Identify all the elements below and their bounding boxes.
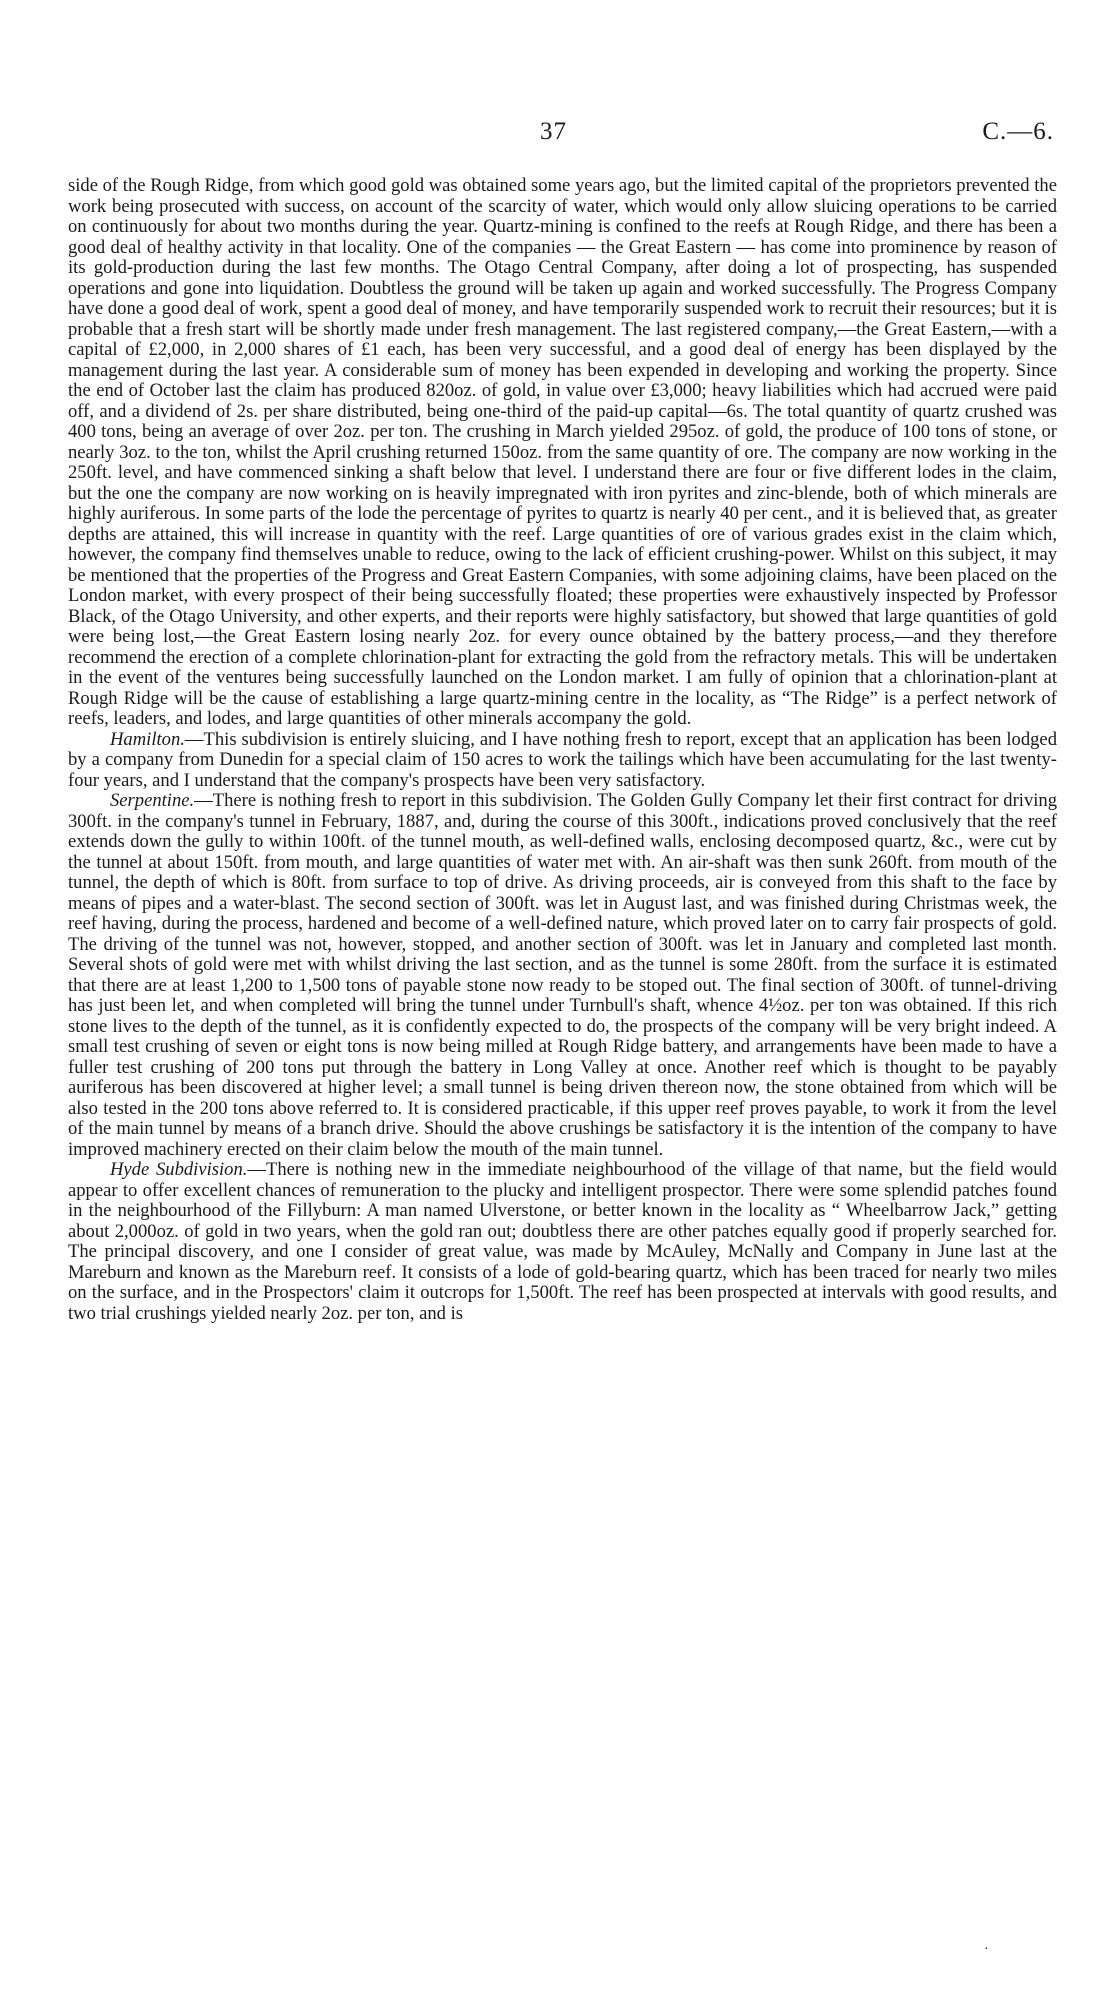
body-text xyxy=(68,176,1057,1324)
paragraph-serpentine xyxy=(68,791,1057,1160)
paragraph-text: —There is nothing fresh to report in this subdivision. The Golden Gully Company let their first contract for driving 300ft. in the company's tunnel in February, 1887, and, during the course of this 300ft., indications proved conclusively that the reef extends down the gully to within 100ft. of the tunnel mouth, as well-defined walls, enclosing decomposed quartz, &c., were cut by the tunnel at about 150ft. from mouth, and large quantities of water met with. An air-shaft was then sunk 260ft. from mouth of the tunnel, the depth of which is 80ft. from surface to top of drive. As driving proceeds, air is conveyed from this shaft to the face by means of pipes and a water-blast. The second section of 300ft. was let in August last, and was finished during Christmas week, the reef having, during the process, hardened and become of a well-defined nature, which proved later on to carry fair prospects of gold. The driving of the tunnel was not, however, stopped, and another section of 300ft. was let in January and completed last month. Several shots of gold were met with whilst driving the last section, and as the tunnel is some 280ft. from the surface it is estimated that there are at least 1,200 to 1,500 tons of payable stone now ready to be stoped out. The final section of 300ft. of tunnel-driving has just been let, and when completed will bring the tunnel under Turnbull's shaft, whence 4½oz. per ton was obtained. If this rich stone lives to the depth of the tunnel, as it is confidently expected to do, the prospects of the company will be very bright indeed. A small test crushing of seven or eight tons is now being milled at Rough Ridge battery, and arrangements have been made to have a fuller test crushing of 200 tons put through the battery in Long Valley at once. Another reef which is thought to be payably auriferous has been discovered at higher level; a small tunnel is being driven thereon now, the stone obtained from which will be also tested in the 200 tons above referred to. It is considered practicable, if this upper reef proves payable, to work it from the level of the main tunnel by means of a branch drive. Should the above crushings be satisfactory it is the intention of the company to have improved machinery erected on their claim below the mouth of the main tunnel. xyxy=(68,790,1057,1160)
paragraph-hamilton xyxy=(68,730,1057,792)
subdivision-heading: Serpentine. xyxy=(110,790,195,811)
paragraph-text: —There is nothing new in the immediate neighbourhood of the village of that name, but the field would appear to offer excellent chances of remuneration to the plucky and intelligent prospector. There were some splendid patches found in the neighbourhood of the Fillyburn: A man named Ulverstone, or better known in the locality as “ Wheelbarrow Jack,” getting about 2,000oz. of gold in two years, when the gold ran out; doubtless there are other patches equally good if properly searched for. The principal discovery, and one I consider of great value, was made by McAuley, McNally and Company in June last at the Mareburn and known as the Mareburn reef. It consists of a lode of gold-bearing quartz, which has been traced for nearly two miles on the surface, and in the Prospectors' claim it outcrops for 1,500ft. The reef has been prospected at intervals with good results, and two trial crushings yielded nearly 2oz. per ton, and is xyxy=(68,1159,1057,1324)
paragraph-rough-ridge xyxy=(68,176,1057,730)
page-header xyxy=(0,118,1114,158)
subdivision-heading: Hamilton. xyxy=(110,728,185,750)
document-reference: C.—6. xyxy=(982,118,1054,145)
paragraph-text: —This subdivision is entirely sluicing, and I have nothing fresh to report, except that an application has been lodged by a company from Dunedin for a special claim of 150 acres to work the tailings which have been accumulating for the last twenty-four years, and I understand that the company's prospects have been very satisfactory. xyxy=(68,728,1057,791)
page-number: 37 xyxy=(540,118,567,145)
subdivision-heading: Hyde Subdivision. xyxy=(110,1159,248,1180)
paragraph-text: side of the Rough Ridge, from which good gold was obtained some years ago, but the limited capital of the proprietors prevented the work being prosecuted with success, on account of the scarcity of water, which would only allow sluicing operations to be carried on continuously for about two months during the year. Quartz-mining is confined to the reefs at Rough Ridge, and there has been a good deal of healthy activity in that locality. One of the companies — the Great Eastern — has come into prominence by reason of its gold-production during the last few months. The Otago Central Company, after doing a lot of prospecting, has suspended operations and gone into liquidation. Doubtless the ground will be taken up again and worked successfully. The Progress Company have done a good deal of work, spent a good deal of money, and have temporarily suspended work to recruit their resources; but it is probable that a fresh start will be shortly made under fresh management. The last registered company,—the Great Eastern,—with a capital of £2,000, in 2,000 shares of £1 each, has been very successful, and a good deal of energy has been displayed by the management during the last year. A considerable sum of money has been expended in developing and working the property. Since the end of October last the claim has produced 820oz. of gold, in value over £3,000; heavy liabilities which had accrued were paid off, and a dividend of 2s. per share distributed, being one-third of the paid-up capital—6s. The total quantity of quartz crushed was 400 tons, being an average of over 2oz. per ton. The crushing in March yielded 295oz. of gold, the produce of 100 tons of stone, or nearly 3oz. to the ton, whilst the April crushing returned 150oz. from the same quantity of ore. The company are now working in the 250ft. level, and have commenced sinking a shaft below that level. I understand there are four or five different lodes in the claim, but the one the company are now working on is heavily impregnated with iron pyrites and zinc-blende, both of which minerals are highly auriferous. In some parts of the lode the percentage of pyrites to quartz is nearly 40 per cent., and it is believed that, as greater depths are attained, this will increase in quantity with the reef. Large quantities of ore of various grades exist in the claim which, however, the company find themselves unable to reduce, owing to the lack of efficient crushing-power. Whilst on this subject, it may be mentioned that the properties of the Progress and Great Eastern Companies, with some adjoining claims, have been placed on the London market, with every prospect of their being successfully floated; these properties were exhaustively inspected by Professor Black, of the Otago University, and other experts, and their reports were highly satisfactory, but showed that large quantities of gold were being lost,—the Great Eastern losing nearly 2oz. for every ounce obtained by the battery process,—and they therefore recommend the erection of a complete chlorination-plant for extracting the gold from the refractory metals. This will be undertaken in the event of the ventures being successfully launched on the London market. I am fully of opinion that a chlorination-plant at Rough Ridge will be the cause of establishing a large quartz-mining centre in the locality, as “The Ridge” is a perfect network of reefs, leaders, and lodes, and large quantities of other minerals accompany the gold. xyxy=(68,175,1057,729)
paragraph-hyde-subdivision xyxy=(68,1160,1057,1324)
footer-mark: · xyxy=(984,1942,989,1957)
